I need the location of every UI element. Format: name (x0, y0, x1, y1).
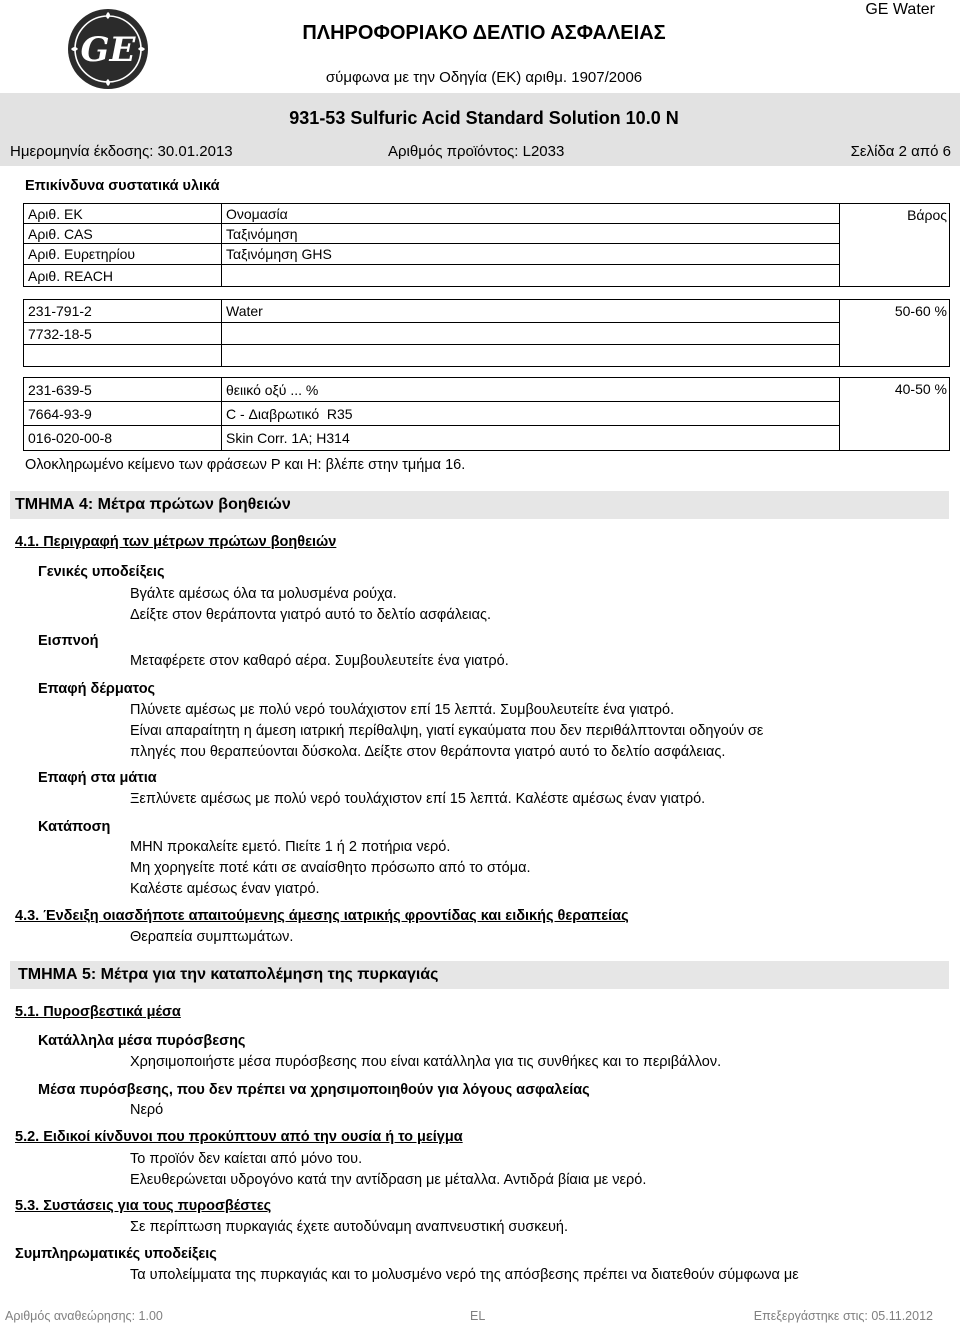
regulation-subtitle: σύμφωνα με την Οδηγία (ΕΚ) αριθμ. 1907/2006 (325, 69, 643, 86)
col-header-name: Ονομασία (222, 204, 840, 224)
subsection-4-1-title: 4.1. Περιγραφή των μέτρων πρώτων βοηθειών (15, 534, 337, 550)
ec-number: 231-791-2 (24, 300, 222, 323)
col-header-classification: Ταξινόμηση (222, 224, 840, 244)
ingestion-line: Καλέστε αμέσως έναν γιατρό. (130, 881, 320, 897)
subsection-5-2-title: 5.2. Ειδικοί κίνδυνοι που προκύπτουν από την ουσία ή το μείγμα (15, 1129, 463, 1145)
inhalation-label: Εισπνοή (38, 633, 99, 649)
empty-cell (222, 323, 840, 345)
document-title: ΠΛΗΡΟΦΟΡΙΑΚΟ ΔΕΛΤΙΟ ΑΣΦΑΛΕΙΑΣ (302, 22, 666, 44)
subsection-4-3-title: 4.3. Ένδειξη οιασδήποτε απαιτούμενης άμεσης ιατρικής φροντίδας και ειδικής θεραπείας (15, 908, 629, 924)
cas-number: 7732-18-5 (24, 323, 222, 345)
index-number: 016-020-00-8 (24, 426, 222, 451)
col-header-weight: Βάρος (840, 204, 950, 287)
product-name: 931-53 Sulfuric Acid Standard Solution 10.0 N (289, 108, 679, 128)
ingredients-header-table (23, 203, 950, 287)
skin-contact-line: Είναι απαραίτητη η άμεση ιατρική περίθαλψη, γιατί εγκαύματα που δεν περιθάλπτονται οδηγούν σε (130, 723, 764, 739)
language-code: EL (470, 1309, 486, 1323)
weight-range: 50-60 % (840, 300, 950, 367)
general-advice-label: Γενικές υποδείξεις (38, 564, 165, 580)
general-advice-line: Βγάλτε αμέσως όλα τα μολυσμένα ρούχα. (130, 586, 397, 602)
skin-contact-line: Πλύνετε αμέσως με πολύ νερό τουλάχιστον επί 15 λεπτά. Συμβουλευτείτε ένα γιατρό. (130, 702, 675, 718)
col-header-reach-number: Αριθ. REACH (24, 265, 222, 287)
subsection-4-3-text: Θεραπεία συμπτωμάτων. (130, 929, 294, 945)
cas-number: 7664-93-9 (24, 402, 222, 426)
col-header-cas-number: Αριθ. CAS (24, 224, 222, 244)
ingestion-line: ΜΗΝ προκαλείτε εμετό. Πιείτε 1 ή 2 ποτήρια νερό. (130, 839, 451, 855)
general-advice-line: Δείξτε στον θεράποντα γιατρό αυτό το δελτίο ασφάλειας. (130, 607, 492, 623)
page-indicator: Σελίδα 2 από 6 (850, 143, 951, 160)
section4-title: ΤΜΗΜΑ 4: Μέτρα πρώτων βοηθειών (15, 496, 291, 513)
weight-range: 40-50 % (840, 378, 950, 451)
empty-cell (222, 345, 840, 367)
issue-date: Ημερομηνία έκδοσης: 30.01.2013 (10, 143, 233, 160)
firefighter-advice-text: Σε περίπτωση πυρκαγιάς έχετε αυτοδύναμη αναπνευστική συσκευή. (130, 1219, 569, 1235)
ec-number: 231-639-5 (24, 378, 222, 402)
additional-advice-text: Τα υπολείμματα της πυρκαγιάς και το μολυσμένο νερό της απόσβεσης πρέπει να διατεθούν σύμφωνα με (130, 1267, 799, 1283)
section5-title: ΤΜΗΜΑ 5: Μέτρα για την καταπολέμηση της πυρκαγιάς (18, 966, 439, 983)
col-header-empty-cell (222, 265, 840, 287)
eye-contact-line: Ξεπλύνετε αμέσως με πολύ νερό τουλάχιστον επί 15 λεπτά. Καλέστε αμέσως έναν γιατρό. (130, 791, 706, 807)
subsection-5-1-title: 5.1. Πυροσβεστικά μέσα (15, 1004, 181, 1020)
unsuitable-media-text: Νερό (130, 1102, 164, 1118)
unsuitable-media-label: Μέσα πυρόσβεσης, που δεν πρέπει να χρησιμοποιηθούν για λόγους ασφαλείας (38, 1082, 590, 1098)
skin-contact-label: Επαφή δέρματος (38, 681, 156, 697)
processed-date: Επεξεργάστηκε στις: 05.11.2012 (753, 1309, 933, 1323)
substance-name: θειικό οξύ ... % (222, 378, 840, 402)
col-header-ghs-classification: Ταξινόμηση GHS (222, 244, 840, 265)
special-hazards-line: Το προϊόν δεν καίεται από μόνο του. (130, 1151, 363, 1167)
empty-cell (24, 345, 222, 367)
suitable-media-label: Κατάλληλα μέσα πυρόσβεσης (38, 1033, 246, 1049)
ingestion-line: Μη χορηγείτε ποτέ κάτι σε αναίσθητο πρόσωπο από το στόμα. (130, 860, 531, 876)
subsection-5-3-title: 5.3. Συστάσεις για τους πυροσβέστες (15, 1198, 272, 1214)
brand-label: GE Water (865, 1, 935, 18)
revision-number: Αριθμός αναθεώρησης: 1.00 (5, 1309, 163, 1323)
suitable-media-text: Χρησιμοποιήστε μέσα πυρόσβεσης που είναι κατάλληλα για τις συνθήκες και το περιβάλλον. (130, 1054, 722, 1070)
ingredient-row-sulfuric-acid (23, 377, 950, 451)
col-header-ec-number: Αριθ. ΕΚ (24, 204, 222, 224)
ingredient-row-water (23, 299, 950, 367)
skin-contact-line: πληγές που θεραπεύονται δύσκολα. Δείξτε στον θεράποντα γιατρό αυτό το δελτίο ασφάλειας. (130, 744, 726, 760)
product-number: Αριθμός προϊόντος: L2033 (388, 143, 565, 160)
ingestion-label: Κατάποση (38, 819, 111, 835)
ghs-classification: Skin Corr. 1A; H314 (222, 426, 840, 451)
hazardous-ingredients-title: Επικίνδυνα συστατικά υλικά (25, 178, 220, 194)
classification: C - Διαβρωτικό R35 (222, 402, 840, 426)
inhalation-line: Μεταφέρετε στον καθαρό αέρα. Συμβουλευτείτε ένα γιατρό. (130, 653, 509, 669)
eye-contact-label: Επαφή στα μάτια (38, 770, 157, 786)
special-hazards-line: Ελευθερώνεται υδρογόνο κατά την αντίδραση με μέταλλα. Αντιδρά βίαια με νερό. (130, 1172, 647, 1188)
ge-logo-lettering: GE (80, 30, 136, 70)
col-header-index-number: Αριθ. Ευρετηρίου (24, 244, 222, 265)
substance-name: Water (222, 300, 840, 323)
phrases-note: Ολοκληρωμένο κείμενο των φράσεων P και H: βλέπε στην τμήμα 16. (25, 457, 466, 473)
additional-advice-label: Συμπληρωματικές υποδείξεις (15, 1246, 217, 1262)
